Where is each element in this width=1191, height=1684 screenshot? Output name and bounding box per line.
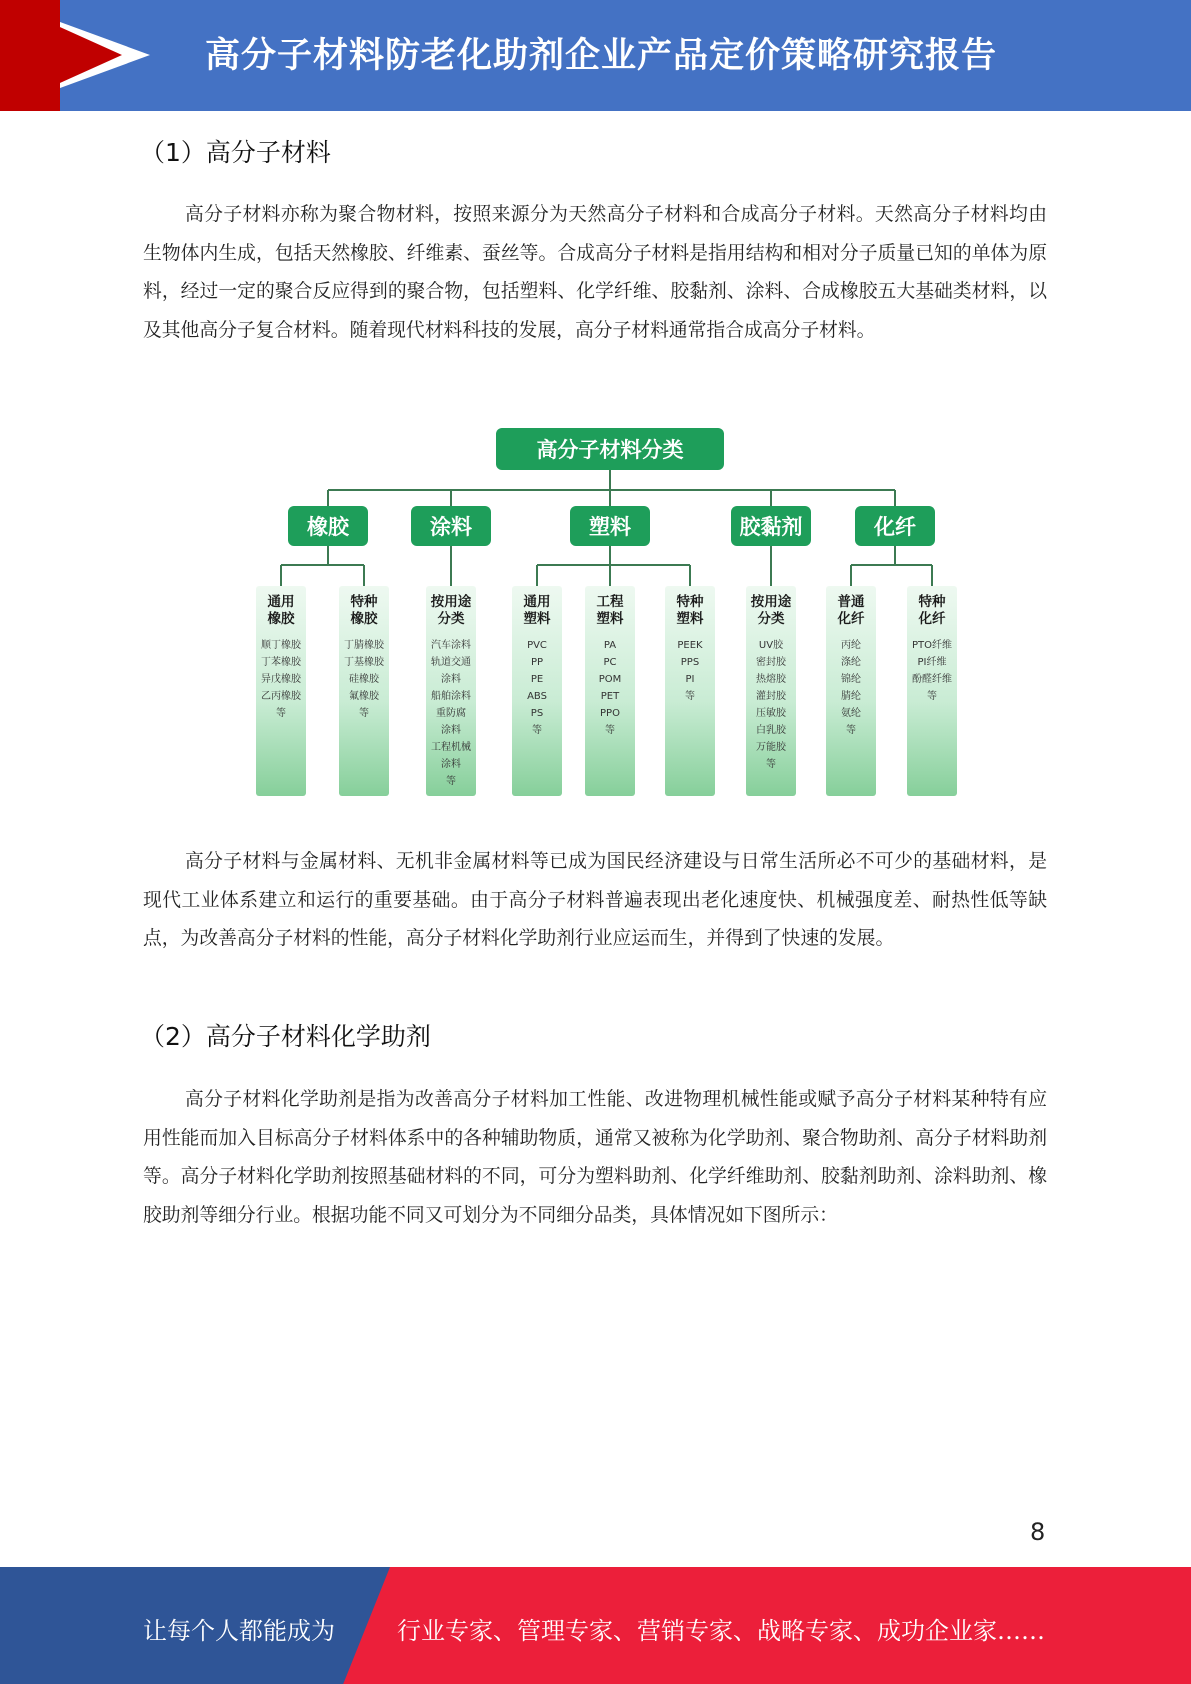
subcategory-item: 汽车涂料 bbox=[431, 640, 471, 651]
subcategory-item: PE bbox=[530, 674, 544, 685]
subcategory-title: 通用 bbox=[267, 594, 295, 610]
subcategory-title: 塑料 bbox=[596, 611, 624, 627]
paragraph-additives-intro: 高分子材料化学助剂是指为改善高分子材料加工性能、改进物理机械性能或赋予高分子材料某种特有应用性能而加入目标高分子材料体系中的各种辅助物质，通常又被称为化学助剂、聚合物助剂、高分子材料助剂等。高分子材料化学助剂按照基础材料的不同，可分为塑料助剂、化学纤维助剂、胶黏剂助剂、涂料助剂、橡胶助剂等细分行业。根据功能不同又可划分为不同细分品类，具体情况如下图所示： bbox=[143, 1089, 1047, 1226]
subcategory-item: 万能胶 bbox=[756, 742, 786, 753]
subcategory-item: 等 bbox=[605, 725, 615, 736]
subcategory-item: 等 bbox=[359, 708, 369, 719]
subcategory-item: 等 bbox=[276, 708, 286, 719]
subcategory-title: 特种 bbox=[676, 594, 704, 610]
section-heading-additives: （2）高分子材料化学助剂 bbox=[140, 1022, 431, 1051]
subcategory-title: 特种 bbox=[350, 594, 378, 610]
subcategory-item: PET bbox=[600, 691, 620, 702]
subcategory-item: PPO bbox=[600, 708, 620, 719]
subcategory-title: 塑料 bbox=[523, 611, 551, 627]
subcategory-title: 通用 bbox=[523, 594, 551, 610]
paragraph-polymer-importance: 高分子材料与金属材料、无机非金属材料等已成为国民经济建设与日常生活所必不可少的基础材料，是现代工业体系建立和运行的重要基础。由于高分子材料普遍表现出老化速度快、机械强度差、耐热性低等缺点，为改善高分子材料的性能，高分子材料化学助剂行业应运而生，并得到了快速的发展。 bbox=[143, 851, 1047, 949]
subcategory-item: ABS bbox=[527, 691, 547, 702]
subcategory-item: PS bbox=[530, 708, 544, 719]
subcategory-item: 灌封胶 bbox=[756, 691, 786, 702]
subcategory-title: 普通 bbox=[837, 594, 865, 610]
subcategory-item: 乙丙橡胶 bbox=[261, 691, 301, 702]
subcategory-title: 塑料 bbox=[676, 611, 704, 627]
subcategory-item: 密封胶 bbox=[756, 657, 786, 668]
subcategory-item: 等 bbox=[766, 759, 776, 770]
subcategory-item: PVC bbox=[527, 640, 547, 651]
subcategory-item: 等 bbox=[685, 691, 695, 702]
category-node-label: 涂料 bbox=[430, 515, 472, 539]
category-node-label: 橡胶 bbox=[307, 515, 349, 539]
footer-banner bbox=[0, 1567, 1191, 1684]
subcategory-item: 涂料 bbox=[441, 674, 461, 685]
paragraph-polymer-intro: 高分子材料亦称为聚合物材料，按照来源分为天然高分子材料和合成高分子材料。天然高分子材料均由生物体内生成，包括天然橡胶、纤维素、蚕丝等。合成高分子材料是指用结构和相对分子质量已知的单体为原料，经过一定的聚合反应得到的聚合物，包括塑料、化学纤维、胶黏剂、涂料、合成橡胶五大基础类材料，以及其他高分子复合材料。随着现代材料科技的发展，高分子材料通常指合成高分子材料。 bbox=[143, 204, 1047, 341]
footer-slogan-left: 让每个人都能成为 bbox=[143, 1617, 335, 1645]
subcategory-item: 异戊橡胶 bbox=[261, 674, 301, 685]
footer-slogan-right: 行业专家、管理专家、营销专家、战略专家、成功企业家…… bbox=[397, 1617, 1045, 1645]
root-node-label: 高分子材料分类 bbox=[536, 438, 684, 462]
subcategory-title: 分类 bbox=[437, 611, 465, 627]
header-banner bbox=[0, 0, 1191, 111]
subcategory-item: 丙纶 bbox=[841, 640, 861, 651]
subcategory-item: PC bbox=[603, 657, 617, 668]
subcategory-item: 压敏胶 bbox=[756, 708, 786, 719]
header-red-chevron bbox=[0, 0, 122, 110]
subcategory-item: 顺丁橡胶 bbox=[261, 640, 301, 651]
subcategory-item: PA bbox=[603, 640, 617, 651]
subcategory-item: PPS bbox=[680, 657, 700, 668]
subcategory-item: 等 bbox=[446, 776, 456, 787]
subcategory-title: 橡胶 bbox=[350, 611, 378, 627]
subcategory-item: 船舶涂料 bbox=[431, 691, 471, 702]
subcategory-item: PI纤维 bbox=[917, 657, 947, 668]
category-node-label: 塑料 bbox=[589, 515, 631, 539]
classification-tree bbox=[240, 420, 980, 800]
subcategory-item: 等 bbox=[927, 691, 937, 702]
subcategory-item: PEEK bbox=[677, 640, 703, 651]
subcategory-item: 等 bbox=[532, 725, 542, 736]
subcategory-title: 化纤 bbox=[837, 611, 865, 627]
subcategory-item: 丁苯橡胶 bbox=[261, 657, 301, 668]
category-node-label: 化纤 bbox=[874, 515, 916, 539]
subcategory-item: 锦纶 bbox=[841, 674, 861, 685]
subcategory-item: PTO纤维 bbox=[911, 640, 953, 651]
subcategory-item: 腈纶 bbox=[841, 691, 861, 702]
subcategory-title: 特种 bbox=[918, 594, 946, 610]
subcategory-item: 丁腈橡胶 bbox=[344, 640, 384, 651]
polymer-classification-diagram bbox=[240, 420, 980, 800]
category-node-label: 胶黏剂 bbox=[739, 515, 803, 539]
subcategory-item: 涂料 bbox=[441, 759, 461, 770]
subcategory-title: 化纤 bbox=[918, 611, 946, 627]
subcategory-item: 等 bbox=[846, 725, 856, 736]
subcategory-item: PP bbox=[530, 657, 544, 668]
report-title: 高分子材料防老化助剂企业产品定价策略研究报告 bbox=[205, 36, 998, 76]
subcategory-item: 工程机械 bbox=[431, 742, 471, 753]
subcategory-item: 酚醛纤维 bbox=[912, 674, 952, 685]
subcategory-title: 工程 bbox=[596, 594, 624, 610]
section-heading-polymer: （1）高分子材料 bbox=[140, 138, 331, 167]
subcategory-item: 涂料 bbox=[441, 725, 461, 736]
subcategory-item: 氟橡胶 bbox=[349, 691, 379, 702]
subcategory-item: 丁基橡胶 bbox=[344, 657, 384, 668]
subcategory-item: 重防腐 bbox=[436, 708, 466, 719]
subcategory-item: 涤纶 bbox=[841, 657, 861, 668]
page-number: 8 bbox=[1030, 1518, 1046, 1546]
subcategory-title: 橡胶 bbox=[267, 611, 295, 627]
subcategory-title: 按用途 bbox=[430, 594, 472, 610]
subcategory-item: 氨纶 bbox=[841, 708, 861, 719]
subcategory-item: 白乳胶 bbox=[756, 725, 786, 736]
subcategory-title: 分类 bbox=[757, 611, 785, 627]
subcategory-item: POM bbox=[598, 674, 622, 685]
subcategory-item: PI bbox=[685, 674, 695, 685]
subcategory-item: UV胶 bbox=[758, 640, 784, 651]
subcategory-item: 硅橡胶 bbox=[349, 674, 379, 685]
subcategory-item: 热熔胶 bbox=[756, 674, 786, 685]
subcategory-title: 按用途 bbox=[750, 594, 792, 610]
subcategory-item: 轨道交通 bbox=[431, 657, 471, 668]
